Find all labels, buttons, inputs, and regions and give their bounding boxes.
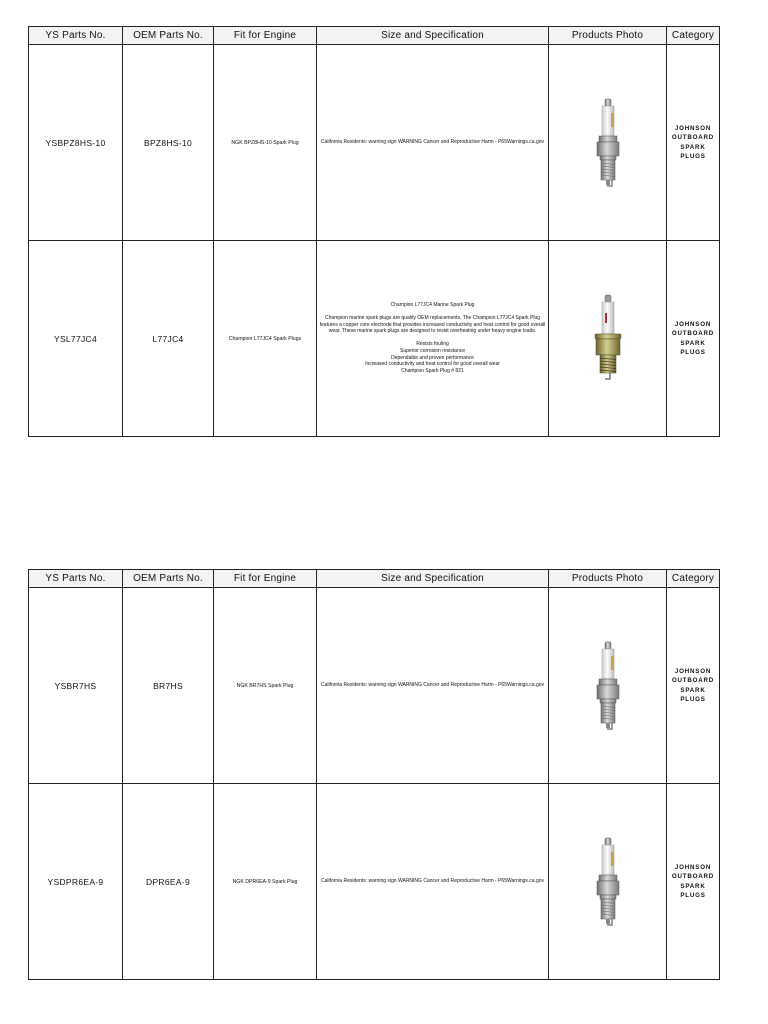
table-row (29, 45, 720, 241)
size-and-specification (317, 45, 549, 241)
column-header: OEM Parts No. (123, 27, 214, 45)
table-row (29, 588, 720, 784)
category-word: JOHNSON (674, 124, 712, 132)
spec-paragraph: California Residents: warning sign WARNING Cancer and Reproductive Harm - P65Warnings.ca.gov (320, 139, 545, 146)
oem-part-number: L77JC4 (123, 241, 214, 437)
oem-part-number: BR7HS (123, 588, 214, 784)
category-word: OUTBOARD (671, 873, 715, 881)
column-header: Fit for Engine (214, 570, 317, 588)
parts-table (28, 26, 720, 437)
category-word: SPARK (680, 882, 706, 890)
column-header: Category (667, 27, 720, 45)
size-and-specification (317, 784, 549, 980)
spec-feature-line: Dependable and proven performance (391, 354, 474, 361)
spec-paragraph: Champion marine spark plugs are quality OEM replacements. The Champion L77JC4 Spark Plug features a copper core electrode that provides increased conductivity and heat control for good overall wear. These marine spark plugs are designed to resist overheating under heavy engine loads. (319, 314, 546, 335)
spec-paragraph: Champion L77JC4 Marine Spark Plug (390, 302, 475, 309)
category (667, 784, 720, 980)
category (667, 241, 720, 437)
spec-feature-line: Resists fouling (416, 341, 449, 348)
category-word: SPARK (680, 143, 706, 151)
fit-for-engine: NGK BPZ8HS-10 Spark Plug (214, 45, 317, 241)
column-header: YS Parts No. (29, 570, 123, 588)
column-header: Products Photo (549, 570, 667, 588)
table-row (29, 784, 720, 980)
spark-plug-image (586, 293, 630, 385)
products-photo (549, 45, 667, 241)
column-header: YS Parts No. (29, 27, 123, 45)
category-word: SPARK (680, 339, 706, 347)
column-header: Size and Specification (317, 570, 549, 588)
category (667, 588, 720, 784)
ys-part-number: YSBR7HS (29, 588, 123, 784)
category-word: JOHNSON (674, 863, 712, 871)
ys-part-number: YSBPZ8HS-10 (29, 45, 123, 241)
size-and-specification (317, 241, 549, 437)
column-header: Fit for Engine (214, 27, 317, 45)
spark-plug-image (586, 640, 630, 732)
fit-for-engine: Champion L77JC4 Spark Plugs (214, 241, 317, 437)
table-header-row (29, 570, 720, 588)
spec-feature-line: Champion Spark Plug # 821 (401, 368, 464, 375)
category-word: PLUGS (680, 152, 706, 160)
spec-paragraph: California Residents: warning sign WARNING Cancer and Reproductive Harm - P65Warnings.ca.gov (320, 878, 545, 885)
oem-part-number: DPR6EA-9 (123, 784, 214, 980)
column-header: Category (667, 570, 720, 588)
fit-for-engine: NGK DPR6EA-9 Spark Plug (214, 784, 317, 980)
category-word: SPARK (680, 686, 706, 694)
spark-plug-image (586, 97, 630, 189)
spark-plug-image (586, 836, 630, 928)
category-word: PLUGS (680, 348, 706, 356)
spec-feature-line: Increased conductivity and heat control for good overall wear (365, 361, 500, 368)
category-word: JOHNSON (674, 667, 712, 675)
category-word: PLUGS (680, 695, 706, 703)
spec-paragraph: California Residents: warning sign WARNING Cancer and Reproductive Harm - P65Warnings.ca.gov (320, 682, 545, 689)
category-word: OUTBOARD (671, 134, 715, 142)
column-header: Size and Specification (317, 27, 549, 45)
products-photo (549, 784, 667, 980)
column-header: OEM Parts No. (123, 570, 214, 588)
table-header-row (29, 27, 720, 45)
category-word: PLUGS (680, 891, 706, 899)
size-and-specification (317, 588, 549, 784)
table-row (29, 241, 720, 437)
fit-for-engine: NGK BR7HS Spark Plug (214, 588, 317, 784)
products-photo (549, 241, 667, 437)
oem-part-number: BPZ8HS-10 (123, 45, 214, 241)
category-word: OUTBOARD (671, 677, 715, 685)
products-photo (549, 588, 667, 784)
parts-table (28, 569, 720, 980)
column-header: Products Photo (549, 27, 667, 45)
ys-part-number: YSL77JC4 (29, 241, 123, 437)
category (667, 45, 720, 241)
ys-part-number: YSDPR6EA-9 (29, 784, 123, 980)
category-word: OUTBOARD (671, 330, 715, 338)
spec-feature-line: Superior corrosion resistance (399, 347, 466, 354)
spec-feature-list (317, 341, 548, 375)
category-word: JOHNSON (674, 320, 712, 328)
